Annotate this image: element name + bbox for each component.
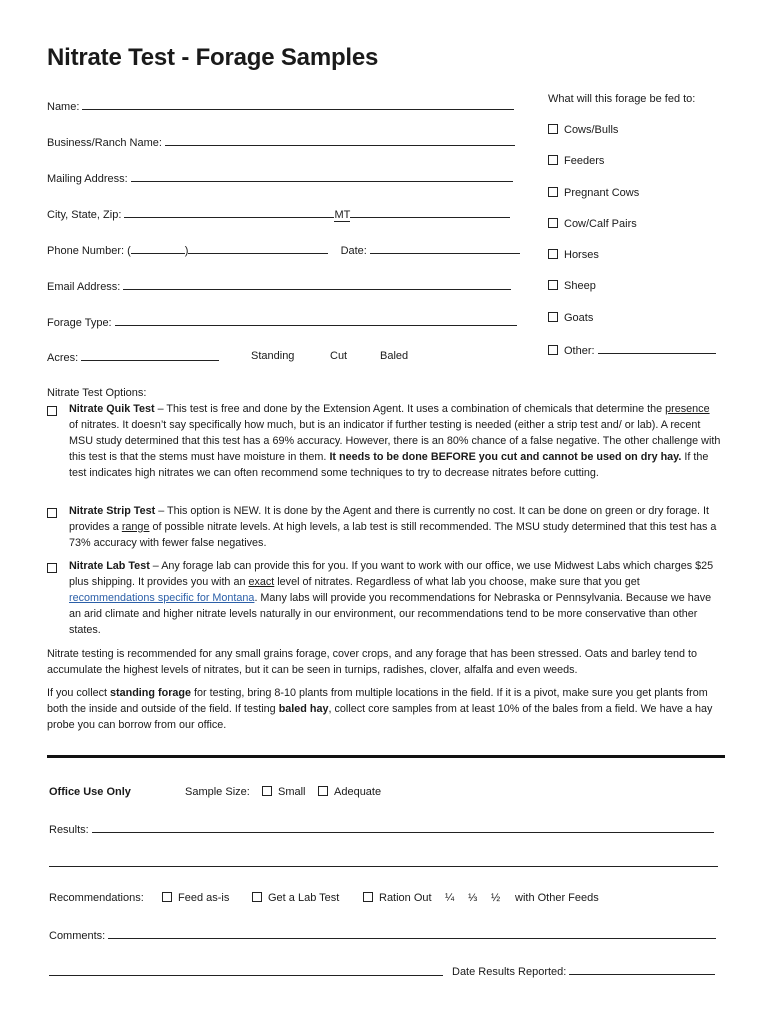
get-lab-test-option[interactable] [252,892,339,904]
strip-range: range [121,521,150,533]
standing-option[interactable]: Standing [251,350,295,362]
business-input-line[interactable] [165,135,515,146]
checkbox[interactable] [548,155,558,165]
option-label: Pregnant Cows [564,187,640,199]
strip-text-2: of possible nitrate levels. At high levels, a lab test is still recommended. The MSU study determined that this test has a 73% accuracy with fewer false negatives. [69,521,717,549]
feed-as-is-label: Feed as-is [178,892,230,904]
checkbox[interactable] [548,345,558,355]
checkbox[interactable] [548,187,558,197]
lab-text-1: – Any forage lab can provide this for you. If you want to work with our office, we use Midwest Labs which charges $25 plus shipping. It provides you with an [69,560,714,588]
checkbox[interactable] [548,280,558,290]
get-lab-label: Get a Lab Test [268,892,340,904]
quik-warning: It needs to be done BEFORE you cut and cannot be used on dry hay. [329,451,682,463]
fed-horses[interactable] [548,249,599,261]
acres-label: Acres: [47,352,79,364]
email-field[interactable] [47,279,511,293]
option-label: Cow/Calf Pairs [564,218,637,230]
phone-field[interactable] [47,243,520,257]
quik-test-description [69,401,721,481]
phone-close: ) [184,245,189,257]
date-reported-label: Date Results Reported: [452,966,567,978]
option-label: Sheep [564,280,596,292]
date-input-line[interactable] [370,243,520,254]
lab-text-3: . Many labs will provide you recommendations for Nebraska or Pennsylvania. Because we have an arid climate and higher nitrate levels naturally in our environment, our recommendations tend to be more conservative than other states. [69,592,712,636]
name-input-line[interactable] [82,99,514,110]
fed-sheep[interactable] [548,280,596,292]
forage-type-field[interactable] [47,315,517,329]
date-label: Date: [340,245,367,257]
business-label: Business/Ranch Name: [47,137,162,149]
name-label: Name: [47,101,80,113]
checkbox[interactable] [262,786,272,796]
strip-test-checkbox[interactable] [47,508,57,518]
small-label: Small [278,786,306,798]
adequate-label: Adequate [334,786,382,798]
lab-test-description [69,558,725,638]
option-label: Cows/Bulls [564,124,619,136]
collect-text-2: for testing, bring 8-10 plants from multiple locations in the field. If it is a pivot, make sure you get plants from both the inside and outside of the field. If testing [47,687,708,715]
sample-size-label: Sample Size: [185,786,250,798]
results-label: Results: [49,824,89,836]
recommendation-paragraph: Nitrate testing is recommended for any small grains forage, cover crops, and any forage that has been stressed. Oats and barley tend to accumulate the highest levels of nitrates, but it can be seen in turnips, radishes, clover, alfalfa and even weeds. [47,648,697,676]
state-value: MT [334,209,351,221]
page-title: Nitrate Test - Forage Samples [47,44,379,71]
baled-hay-bold: baled hay [278,703,329,715]
city-field[interactable] [47,207,510,221]
acres-field[interactable] [47,350,219,364]
comments-input-line[interactable] [108,928,716,939]
section-divider [47,755,725,758]
checkbox[interactable] [548,218,558,228]
checkbox[interactable] [548,312,558,322]
fed-to-question: What will this forage be fed to: [548,93,696,105]
checkbox[interactable] [548,249,558,259]
collect-text-3: , collect core samples from at least 10% of the bales from a field. We have a hay probe you can borrow from our office. [47,703,713,731]
acres-input-line[interactable] [81,350,219,361]
lab-text-2: level of nitrates. Regardless of what lab you choose, make sure that you get [274,576,640,588]
zip-input-line[interactable] [350,207,510,218]
fed-feeders[interactable] [548,155,604,167]
quik-test-name: Nitrate Quik Test [69,403,155,415]
collection-paragraph [47,685,723,733]
checkbox[interactable] [548,124,558,134]
name-field[interactable] [47,99,514,113]
strip-test-name: Nitrate Strip Test [69,505,156,517]
montana-recommendations-link[interactable]: recommendations specific for Montana [69,592,255,604]
email-input-line[interactable] [123,279,511,290]
recommendations-label: Recommendations: [49,892,144,904]
strip-text-1: – This option is NEW. It is done by the Agent and there is currently no cost. It can be done on green or dry forage. It provides a [69,505,709,533]
results-input-line[interactable] [92,822,714,833]
sample-adequate-option[interactable] [318,786,381,798]
other-input-line[interactable] [598,343,716,354]
strip-test-description [69,503,719,551]
area-code-line[interactable] [131,243,185,254]
options-heading: Nitrate Test Options: [47,387,147,399]
fed-cow-calf-pairs[interactable] [548,218,637,230]
baled-option[interactable]: Baled [380,350,409,362]
fed-cows-bulls[interactable] [548,124,618,136]
phone-input-line[interactable] [188,243,328,254]
with-other-feeds-label: with Other Feeds [515,892,599,904]
option-label: Goats [564,312,594,324]
ration-out-label: Ration Out [379,892,432,904]
fraction-third[interactable]: ⅓ [468,892,478,904]
fed-goats[interactable] [548,312,593,324]
signature-line[interactable] [49,975,443,976]
forage-type-label: Forage Type: [47,317,112,329]
date-reported-input-line[interactable] [569,964,715,975]
ration-out-option[interactable] [363,892,432,904]
office-use-heading: Office Use Only [49,786,131,798]
forage-type-input-line[interactable] [115,315,517,326]
lab-test-checkbox[interactable] [47,563,57,573]
email-label: Email Address: [47,281,121,293]
quik-text-2: of nitrates. It doesn’t say specifically how much, but is an indicator if further testing is needed (either a strip test and/ or lab). A recent MSU study determined that this test has a 69% accuracy. However, there is an 80% chance of a false negative. The other challenge with this test is that the stems must have moisture in them. [69,419,721,463]
cut-option[interactable]: Cut [330,350,348,362]
mailing-input-line[interactable] [131,171,513,182]
lab-exact: exact [248,576,275,588]
quik-presence: presence [665,403,710,415]
option-label: Feeders [564,155,605,167]
sample-small-option[interactable] [262,786,306,798]
lab-test-name: Nitrate Lab Test [69,560,150,572]
city-input-line[interactable] [124,207,334,218]
date-reported-field[interactable] [452,964,715,978]
mailing-label: Mailing Address: [47,173,128,185]
mailing-field[interactable] [47,171,513,185]
option-label: Other: [564,345,595,357]
city-label: City, State, Zip: [47,209,122,221]
checkbox[interactable] [318,786,328,796]
quik-text-1: – This test is free and done by the Extension Agent. It uses a combination of chemicals that determine the [154,403,666,415]
fed-other[interactable] [548,343,716,357]
collect-text-1: If you collect [47,687,111,699]
fed-pregnant-cows[interactable] [548,187,639,199]
comments-field[interactable] [49,928,716,942]
quik-text-3: If the test indicates high nitrates we can often recommend some techniques to try to decrease nitrates before cutting. [69,451,709,479]
fraction-half[interactable]: ½ [491,892,501,904]
comments-label: Comments: [49,930,106,942]
results-extra-line[interactable] [49,866,718,867]
results-field[interactable] [49,822,714,836]
standing-forage-bold: standing forage [110,687,191,699]
option-label: Horses [564,249,599,261]
quik-test-checkbox[interactable] [47,406,57,416]
checkbox[interactable] [252,892,262,902]
fraction-quarter[interactable]: ¼ [445,892,455,904]
phone-label: Phone Number: ( [47,245,131,257]
checkbox[interactable] [162,892,172,902]
checkbox[interactable] [363,892,373,902]
business-field[interactable] [47,135,515,149]
feed-as-is-option[interactable] [162,892,229,904]
